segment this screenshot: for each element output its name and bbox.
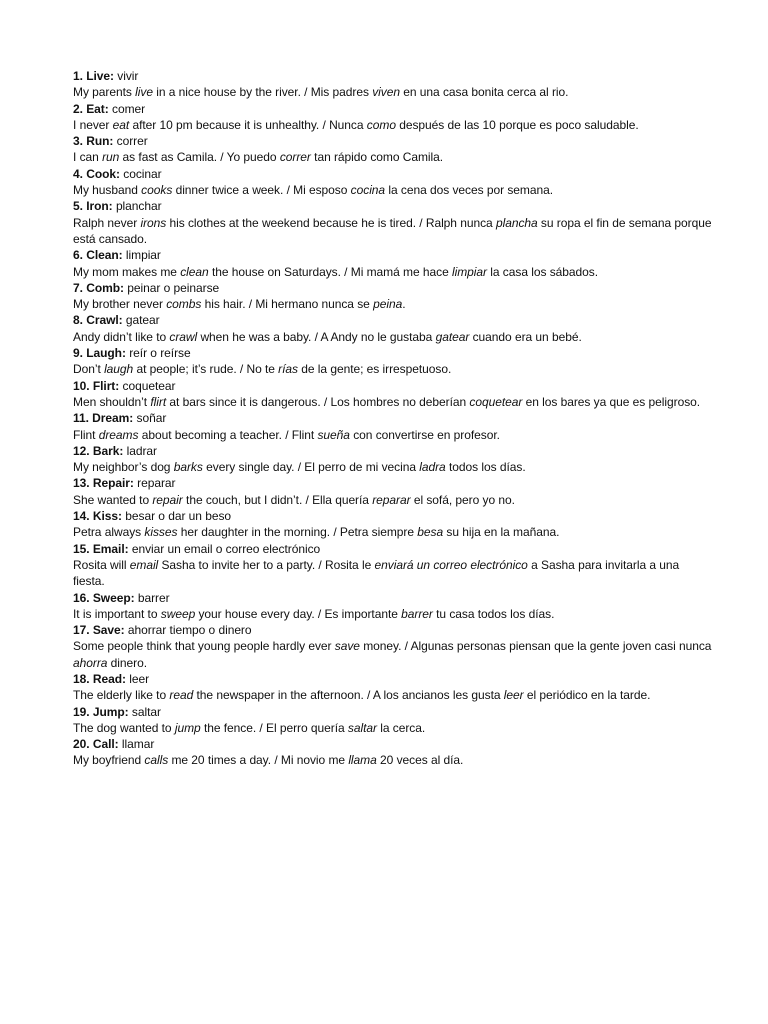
entry-heading — [73, 671, 713, 687]
highlighted-verb: plancha — [495, 215, 538, 230]
entry-translation: leer — [129, 671, 150, 686]
entry-verb: Crawl: — [86, 313, 123, 328]
entry-translation: peinar o peinarse — [127, 280, 220, 295]
sentence-text: Ralph never — [73, 215, 141, 230]
vocab-entry — [73, 541, 713, 590]
entry-heading — [73, 704, 713, 720]
entry-verb: Kiss: — [92, 509, 122, 524]
vocab-entry — [73, 443, 713, 476]
highlighted-verb: repair — [152, 492, 183, 507]
vocab-entry — [73, 622, 713, 671]
entry-translation: saltar — [131, 704, 161, 719]
entry-number: 1. — [73, 69, 83, 83]
highlighted-verb: coquetear — [469, 394, 523, 409]
entry-translation: barrer — [137, 590, 170, 605]
highlighted-verb: cocina — [350, 183, 386, 198]
sentence-text: dinero. — [107, 655, 148, 670]
entry-translation: comer — [112, 101, 146, 116]
sentence-text: su hija en la mañana. — [443, 525, 560, 540]
highlighted-verb: run — [102, 150, 120, 165]
entry-sentence — [73, 394, 713, 410]
entry-translation: soñar — [136, 411, 167, 426]
sentence-text: I never — [73, 117, 113, 132]
entry-number: 2. — [73, 101, 83, 116]
entry-sentence — [73, 638, 713, 671]
highlighted-verb: como — [366, 117, 396, 132]
entry-heading — [73, 280, 713, 296]
entry-heading — [73, 133, 713, 149]
entry-sentence — [73, 524, 713, 540]
sentence-text: She wanted to — [73, 492, 153, 507]
entry-verb: Email: — [92, 541, 129, 556]
entry-sentence — [73, 84, 713, 100]
entry-verb: Save: — [92, 623, 125, 638]
entry-number: 13. — [73, 476, 90, 491]
entry-sentence — [73, 752, 713, 768]
highlighted-verb: rías — [278, 362, 298, 377]
entry-number: 5. — [73, 199, 83, 214]
vocabulary-list — [73, 68, 713, 769]
sentence-text: My brother never — [73, 297, 167, 312]
vocab-entry — [73, 280, 713, 313]
highlighted-verb: saltar — [347, 720, 377, 735]
entry-heading — [73, 166, 713, 182]
sentence-text: 20 veces al día. — [376, 753, 464, 768]
sentence-text: Petra always — [73, 525, 145, 540]
sentence-text: his clothes at the weekend because he is tired. / Ralph nunca — [166, 215, 496, 230]
entry-heading — [73, 443, 713, 459]
entry-heading — [73, 198, 713, 214]
entry-sentence — [73, 329, 713, 345]
entry-number: 16. — [73, 590, 90, 605]
highlighted-verb: gatear — [435, 329, 470, 344]
sentence-text: tu casa todos los días. — [432, 606, 555, 621]
entry-number: 14. — [73, 509, 90, 524]
entry-number: 15. — [73, 541, 90, 556]
entry-sentence — [73, 264, 713, 280]
sentence-text: the fence. / El perro quería — [200, 720, 348, 735]
entry-heading — [73, 312, 713, 328]
vocab-entry — [73, 508, 713, 541]
entry-number: 9. — [73, 346, 83, 361]
entry-translation: llamar — [121, 737, 155, 752]
entry-heading — [73, 622, 713, 638]
sentence-text: I can — [73, 150, 103, 165]
highlighted-verb: correr — [279, 150, 311, 165]
entry-number: 8. — [73, 313, 83, 328]
sentence-text: My husband — [73, 183, 142, 198]
highlighted-verb: ladra — [419, 460, 446, 475]
entry-verb: Dream: — [92, 411, 134, 426]
highlighted-verb: limpiar — [451, 264, 487, 279]
entry-sentence — [73, 492, 713, 508]
highlighted-verb: kisses — [144, 525, 178, 540]
highlighted-verb: barks — [173, 460, 203, 475]
sentence-text: Don’t — [73, 362, 105, 377]
entry-number: 12. — [73, 443, 90, 458]
vocab-entry — [73, 312, 713, 345]
entry-verb: Comb: — [86, 280, 124, 295]
entry-verb: Bark: — [92, 443, 124, 458]
entry-translation: ahorrar tiempo o dinero — [127, 623, 252, 638]
entry-verb: Live: — [86, 69, 114, 83]
entry-verb: Read: — [92, 671, 126, 686]
highlighted-verb: jump — [174, 720, 201, 735]
entry-number: 20. — [73, 737, 90, 752]
highlighted-verb: reparar — [372, 492, 411, 507]
sentence-text: Sasha to invite her to a party. / Rosita le — [158, 557, 375, 572]
entry-translation: reparar — [137, 476, 176, 491]
vocab-entry — [73, 198, 713, 247]
vocab-entry — [73, 68, 713, 101]
sentence-text: your house every day. / Es importante — [195, 606, 402, 621]
entry-number: 7. — [73, 280, 83, 295]
entry-heading — [73, 345, 713, 361]
highlighted-verb: crawl — [169, 329, 198, 344]
entry-sentence — [73, 296, 713, 312]
highlighted-verb: ahorra — [73, 655, 108, 670]
entry-translation: besar o dar un beso — [125, 509, 232, 524]
sentence-text: when he was a baby. / A Andy no le gustaba — [197, 329, 436, 344]
sentence-text: me 20 times a day. / Mi novio me — [168, 753, 349, 768]
entry-translation: correr — [116, 134, 148, 149]
highlighted-verb: email — [129, 557, 159, 572]
entry-heading — [73, 590, 713, 606]
entry-number: 19. — [73, 704, 90, 719]
sentence-text: My parents — [73, 85, 136, 100]
vocab-entry — [73, 671, 713, 704]
highlighted-verb: read — [169, 688, 194, 703]
vocab-entry — [73, 410, 713, 443]
sentence-text: en una casa bonita cerca al rio. — [399, 85, 569, 100]
entry-verb: Jump: — [92, 704, 129, 719]
highlighted-verb: calls — [144, 753, 169, 768]
entry-sentence — [73, 427, 713, 443]
sentence-text: tan rápido como Camila. — [310, 150, 444, 165]
highlighted-verb: eat — [112, 117, 130, 132]
sentence-text: about becoming a teacher. / Flint — [138, 427, 318, 442]
highlighted-verb: llama — [348, 753, 377, 768]
sentence-text: the couch, but I didn’t. / Ella quería — [182, 492, 373, 507]
entry-number: 10. — [73, 378, 90, 393]
highlighted-verb: live — [135, 85, 153, 100]
sentence-text: the house on Saturdays. / Mi mamá me hace — [208, 264, 452, 279]
sentence-text: su ropa el fin de semana porque está cansado. — [73, 215, 712, 246]
entry-sentence — [73, 687, 713, 703]
entry-verb: Clean: — [86, 248, 123, 263]
highlighted-verb: viven — [372, 85, 400, 100]
entry-translation: planchar — [115, 199, 162, 214]
vocab-entry — [73, 101, 713, 134]
entry-heading — [73, 736, 713, 752]
entry-number: 17. — [73, 623, 90, 638]
sentence-text: money. / Algunas personas piensan que la gente joven casi nunca — [359, 639, 712, 654]
sentence-text: con convertirse en profesor. — [349, 427, 500, 442]
sentence-text: her daughter in the morning. / Petra siempre — [177, 525, 418, 540]
highlighted-verb: irons — [140, 215, 167, 230]
highlighted-verb: dreams — [98, 427, 139, 442]
sentence-text: la cerca. — [376, 720, 426, 735]
entry-verb: Flirt: — [92, 378, 120, 393]
sentence-text: Andy didn’t like to — [73, 329, 170, 344]
entry-heading — [73, 378, 713, 394]
highlighted-verb: enviará un correo electrónico — [374, 557, 528, 572]
entry-heading — [73, 541, 713, 557]
vocab-entry — [73, 590, 713, 623]
entry-translation: coquetear — [122, 378, 176, 393]
entry-sentence — [73, 459, 713, 475]
sentence-text: Flint — [73, 427, 99, 442]
vocab-entry — [73, 133, 713, 166]
highlighted-verb: flirt — [150, 394, 167, 409]
sentence-text: dinner twice a week. / Mi esposo — [172, 183, 351, 198]
sentence-text: at bars since it is dangerous. / Los hombres no deberían — [166, 394, 470, 409]
sentence-text: as fast as Camila. / Yo puedo — [119, 150, 280, 165]
entry-heading — [73, 68, 713, 84]
entry-sentence — [73, 117, 713, 133]
highlighted-verb: sueña — [317, 427, 350, 442]
entry-translation: ladrar — [126, 443, 157, 458]
sentence-text: cuando era un bebé. — [469, 329, 582, 344]
entry-sentence — [73, 720, 713, 736]
entry-translation: reír o reírse — [129, 346, 191, 361]
sentence-text: My mom makes me — [73, 264, 181, 279]
vocab-entry — [73, 378, 713, 411]
sentence-text: The dog wanted to — [73, 720, 175, 735]
entry-verb: Sweep: — [92, 590, 135, 605]
highlighted-verb: barrer — [401, 606, 433, 621]
vocab-entry — [73, 475, 713, 508]
entry-sentence — [73, 361, 713, 377]
entry-verb: Cook: — [86, 166, 120, 181]
highlighted-verb: cooks — [141, 183, 173, 198]
sentence-text: Some people think that young people hardly ever — [73, 639, 335, 654]
sentence-text: la casa los sábados. — [486, 264, 599, 279]
sentence-text: Men shouldn’t — [73, 394, 151, 409]
entry-heading — [73, 410, 713, 426]
entry-verb: Laugh: — [86, 346, 126, 361]
vocab-entry — [73, 247, 713, 280]
sentence-text: Rosita will — [73, 557, 130, 572]
entry-sentence — [73, 215, 713, 248]
entry-verb: Eat: — [86, 101, 109, 116]
entry-translation: limpiar — [125, 248, 161, 263]
entry-verb: Call: — [92, 737, 119, 752]
highlighted-verb: save — [334, 639, 360, 654]
entry-sentence — [73, 606, 713, 622]
sentence-text: at people; it’s rude. / No te — [133, 362, 279, 377]
highlighted-verb: sweep — [160, 606, 196, 621]
vocab-entry — [73, 166, 713, 199]
entry-number: 6. — [73, 248, 83, 263]
sentence-text: The elderly like to — [73, 688, 170, 703]
sentence-text: It is important to — [73, 606, 161, 621]
sentence-text: el sofá, pero yo no. — [410, 492, 515, 507]
entry-heading — [73, 101, 713, 117]
entry-number: 4. — [73, 166, 83, 181]
highlighted-verb: besa — [417, 525, 444, 540]
entry-number: 3. — [73, 134, 83, 149]
sentence-text: My boyfriend — [73, 753, 145, 768]
highlighted-verb: leer — [503, 688, 524, 703]
entry-heading — [73, 475, 713, 491]
vocab-entry — [73, 704, 713, 737]
sentence-text: in a nice house by the river. / Mis padres — [152, 85, 373, 100]
sentence-text: después de las 10 porque es poco saludable. — [395, 117, 639, 132]
sentence-text: el periódico en la tarde. — [523, 688, 651, 703]
entry-heading — [73, 508, 713, 524]
sentence-text: a Sasha para invitarla a una fiesta. — [73, 557, 680, 589]
entry-number: 18. — [73, 671, 90, 686]
sentence-text: the newspaper in the afternoon. / A los ancianos les gusta — [193, 688, 504, 703]
vocab-entry — [73, 736, 713, 769]
vocab-entry — [73, 345, 713, 378]
entry-number: 11. — [73, 411, 89, 426]
entry-heading — [73, 247, 713, 263]
highlighted-verb: clean — [180, 264, 209, 279]
entry-sentence — [73, 182, 713, 198]
entry-verb: Repair: — [92, 476, 134, 491]
sentence-text: en los bares ya que es peligroso. — [522, 394, 701, 409]
entry-translation: gatear — [125, 313, 160, 328]
entry-translation: cocinar — [123, 166, 162, 181]
sentence-text: . — [402, 297, 406, 312]
sentence-text: every single day. / El perro de mi vecina — [202, 460, 420, 475]
entry-sentence — [73, 149, 713, 165]
sentence-text: My neighbor’s dog — [73, 460, 174, 475]
sentence-text: after 10 pm because it is unhealthy. / Nunca — [129, 117, 367, 132]
sentence-text: his hair. / Mi hermano nunca se — [201, 297, 374, 312]
entry-verb: Run: — [86, 134, 114, 149]
entry-translation: enviar un email o correo electrónico — [131, 541, 321, 556]
entry-verb: Iron: — [86, 199, 113, 214]
highlighted-verb: combs — [166, 297, 202, 312]
highlighted-verb: laugh — [104, 362, 134, 377]
sentence-text: todos los días. — [445, 460, 526, 475]
sentence-text: de la gente; es irrespetuoso. — [297, 362, 452, 377]
entry-sentence — [73, 557, 713, 590]
entry-translation: vivir — [117, 69, 139, 83]
sentence-text: la cena dos veces por semana. — [385, 183, 553, 198]
highlighted-verb: peina — [373, 297, 403, 312]
